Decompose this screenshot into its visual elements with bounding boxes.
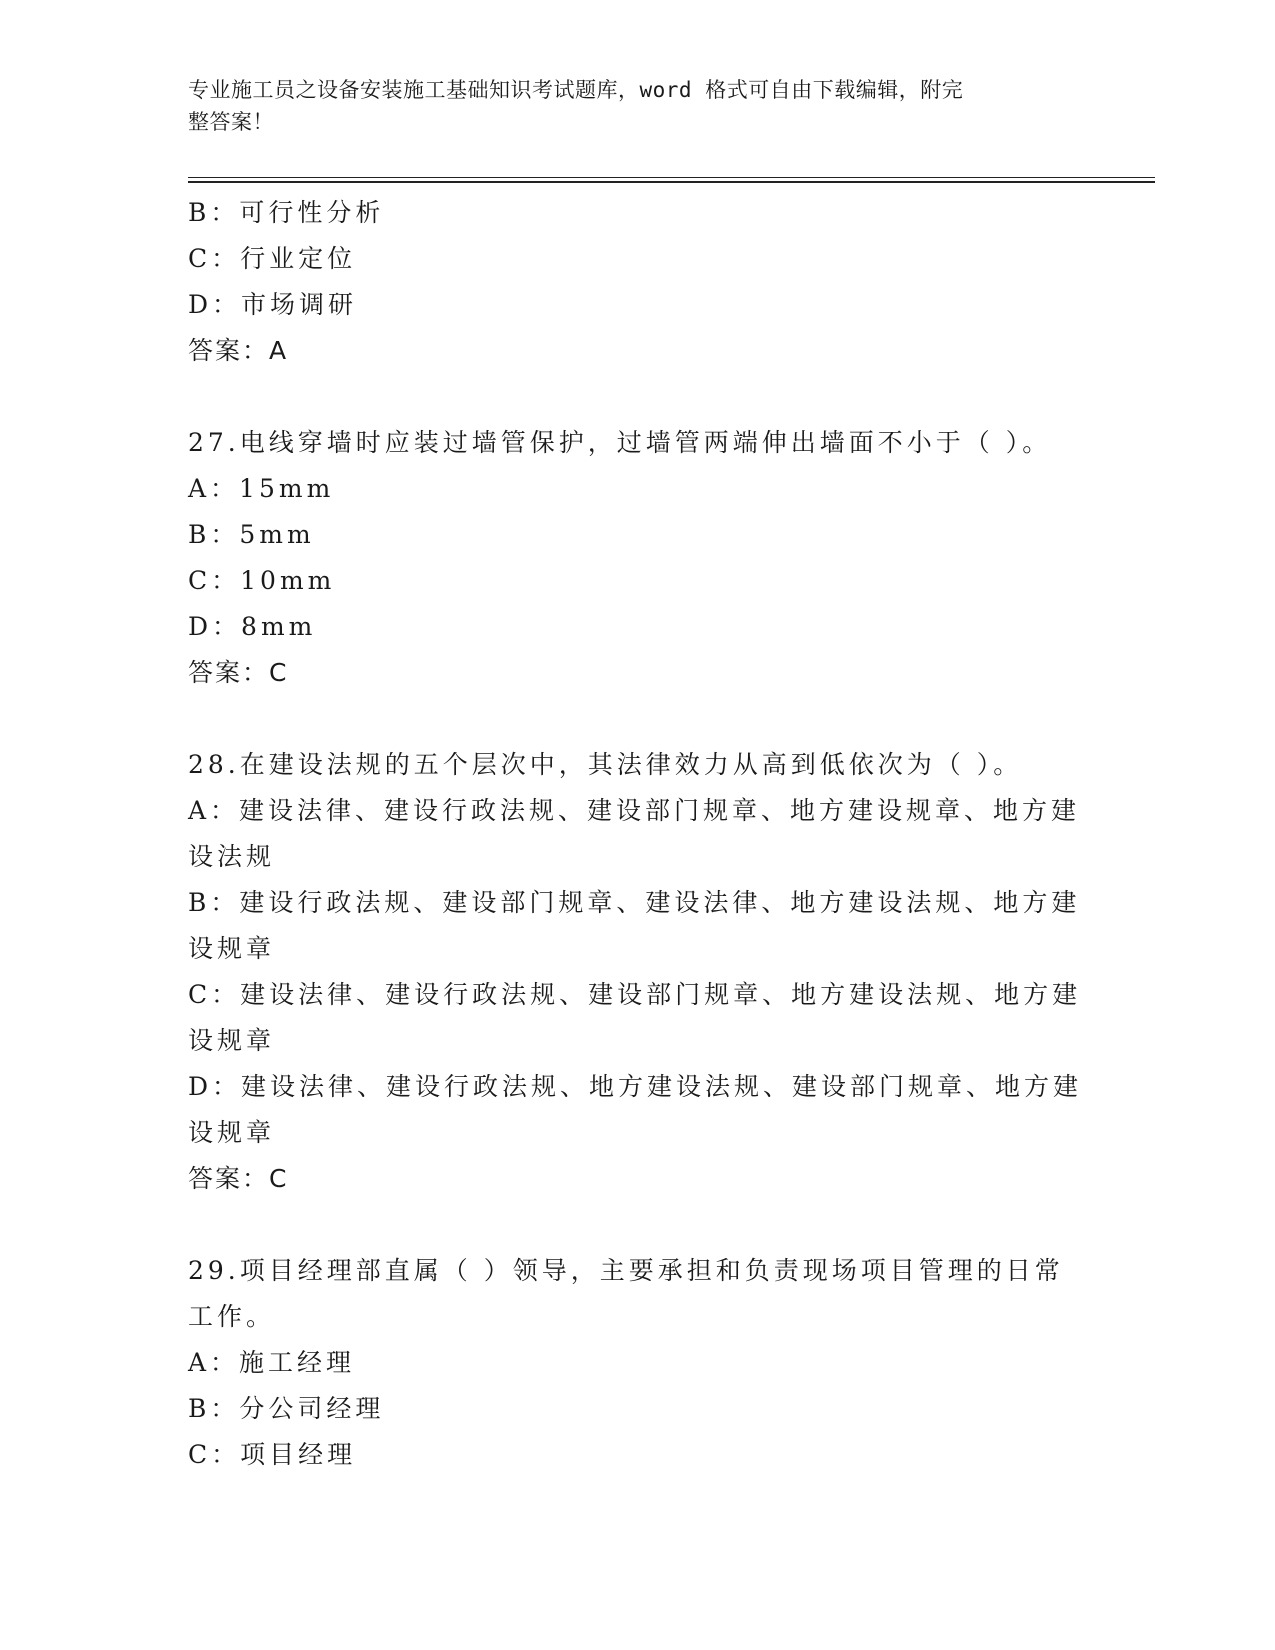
spacer bbox=[188, 1202, 1088, 1248]
header-title-line-1: 专业施工员之设备安装施工基础知识考试题库，word 格式可自由下载编辑，附完 bbox=[188, 78, 964, 102]
header-divider-thick bbox=[188, 181, 1155, 183]
option-c: C：项目经理 bbox=[188, 1440, 357, 1469]
header-title-line-2: 整答案！ bbox=[188, 110, 274, 134]
option-a: A：施工经理 bbox=[188, 1348, 356, 1377]
option-b-continued: 设规章 bbox=[188, 934, 276, 963]
option-a: A：15mm bbox=[188, 474, 335, 503]
option-b: B：5mm bbox=[188, 520, 315, 549]
spacer bbox=[188, 696, 1088, 742]
option-d: D：建设法律、建设行政法规、地方建设法规、建设部门规章、地方建 bbox=[188, 1072, 1083, 1101]
option-c: C：建设法律、建设行政法规、建设部门规章、地方建设法规、地方建 bbox=[188, 980, 1082, 1009]
answer-line: 答案：A bbox=[188, 336, 289, 365]
option-d: D：8mm bbox=[188, 612, 317, 641]
option-a: A：建设法律、建设行政法规、建设部门规章、地方建设规章、地方建 bbox=[188, 796, 1081, 825]
question-stem: 27.电线穿墙时应装过墙管保护，过墙管两端伸出墙面不小于（ ）。 bbox=[188, 428, 1052, 457]
question-29 bbox=[188, 1248, 1088, 1478]
document-header bbox=[188, 74, 1068, 138]
question-26 bbox=[188, 190, 1088, 374]
question-27 bbox=[188, 420, 1088, 696]
option-d: D：市场调研 bbox=[188, 290, 358, 319]
spacer bbox=[188, 374, 1088, 420]
option-c-continued: 设规章 bbox=[188, 1026, 276, 1055]
option-c: C：10mm bbox=[188, 566, 336, 595]
option-c: C：行业定位 bbox=[188, 244, 357, 273]
option-a-continued: 设法规 bbox=[188, 842, 276, 871]
question-content bbox=[188, 190, 1088, 1478]
option-b: B：建设行政法规、建设部门规章、建设法律、地方建设法规、地方建 bbox=[188, 888, 1081, 917]
header-divider-thin bbox=[188, 177, 1155, 178]
question-stem: 28.在建设法规的五个层次中，其法律效力从高到低依次为（ ）。 bbox=[188, 750, 1023, 779]
answer-line: 答案：C bbox=[188, 658, 289, 687]
answer-line: 答案：C bbox=[188, 1164, 289, 1193]
option-b: B：可行性分析 bbox=[188, 198, 385, 227]
option-d-continued: 设规章 bbox=[188, 1118, 276, 1147]
option-b: B：分公司经理 bbox=[188, 1394, 385, 1423]
question-stem: 29.项目经理部直属（ ）领导，主要承担和负责现场项目管理的日常 bbox=[188, 1256, 1064, 1285]
question-28 bbox=[188, 742, 1088, 1202]
question-stem-continued: 工作。 bbox=[188, 1302, 276, 1331]
